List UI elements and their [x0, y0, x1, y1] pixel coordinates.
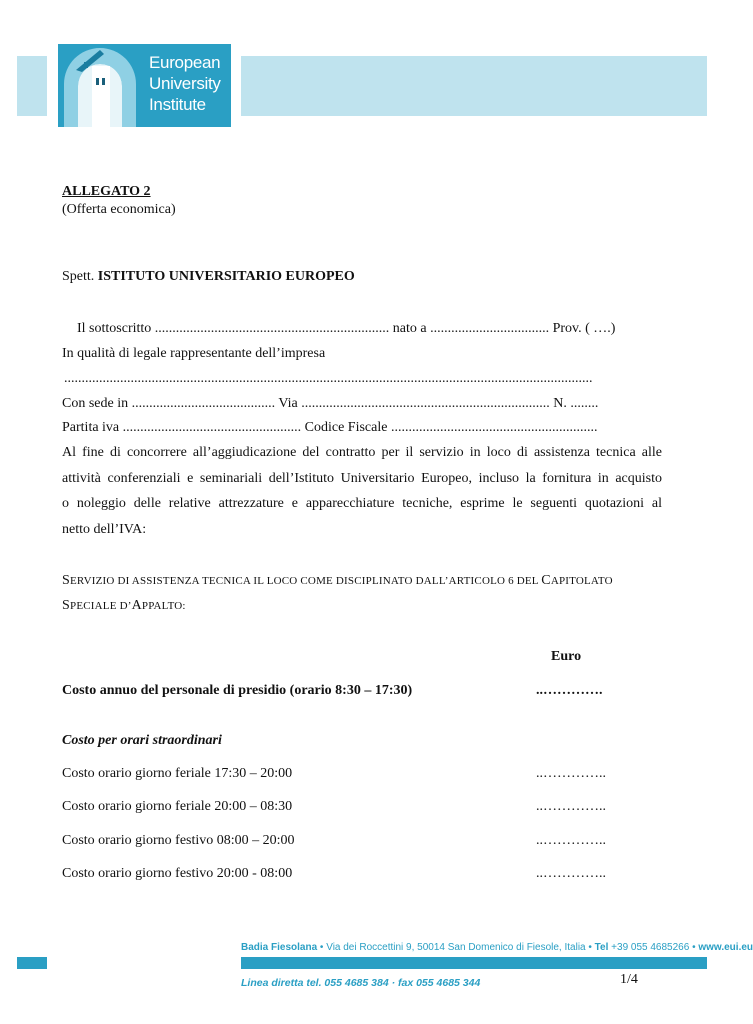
- footer-direct-line: Linea diretta tel. 055 4685 384 · fax 055 4685 344: [241, 977, 481, 989]
- footer-bar-right: [241, 957, 707, 969]
- header-band-right: [241, 56, 707, 116]
- paragraph-line-1: Al fine di concorrere all’aggiudicazione del contratto per il servizio in loco di assistenza tecnica alle: [62, 445, 662, 460]
- logo-wordmark: [149, 52, 221, 115]
- overtime-row-label: Costo orario giorno festivo 20:00 - 08:00: [62, 866, 293, 881]
- euro-column-header: Euro: [551, 649, 582, 664]
- footer-bar-left: [17, 957, 47, 969]
- overtime-header: Costo per orari straordinari: [62, 733, 222, 748]
- overtime-row-label: Costo orario giorno feriale 20:00 – 08:30: [62, 799, 293, 814]
- eui-logo: [58, 44, 231, 127]
- logo-line-2: University: [149, 74, 221, 93]
- overtime-row-value: ..…………..: [536, 766, 606, 781]
- sede-field-line: Con sede in ......................................... Via ....................................................................... N. ........: [62, 396, 599, 411]
- page-number: 1/4: [620, 972, 638, 987]
- logo-line-3: Institute: [149, 95, 206, 114]
- qualita-line: In qualità di legale rappresentante dell’impresa: [62, 346, 326, 361]
- section-heading-line-2: SPECIALE D’APPALTO:: [62, 598, 186, 613]
- annual-cost-label: Costo annuo del personale di presidio (orario 8:30 – 17:30): [62, 683, 413, 698]
- allegato-subtitle: (Offerta economica): [62, 202, 176, 217]
- overtime-row-value: ..…………..: [536, 799, 606, 814]
- addressee-name: ISTITUTO UNIVERSITARIO EUROPEO: [97, 269, 355, 284]
- overtime-row-label: Costo orario giorno feriale 17:30 – 20:00: [62, 766, 293, 781]
- footer-address: Badia Fiesolana • Via dei Roccettini 9, 50014 San Domenico di Fiesole, Italia • Tel +39 055 4685266 • www.eui.eu: [241, 942, 753, 953]
- annual-cost-value: ..………….: [536, 683, 603, 698]
- header-band-left: [17, 56, 47, 116]
- piva-field-line: Partita iva ................................................... Codice Fiscale ...........................................................: [62, 420, 598, 435]
- overtime-row-label: Costo orario giorno festivo 08:00 – 20:00: [62, 833, 295, 848]
- eui-building-icon: [58, 44, 142, 127]
- section-heading-line-1: SERVIZIO DI ASSISTENZA TECNICA IL LOCO COME DISCIPLINATO DALL’ARTICOLO 6 DEL CAPITOLATO: [62, 573, 613, 588]
- paragraph-line-4: netto dell’IVA:: [62, 522, 147, 537]
- sottoscritto-field-line: Il sottoscritto ................................................................... nato a .................................. Prov. ( ….): [77, 321, 616, 336]
- overtime-row-value: ..…………..: [536, 833, 606, 848]
- addressee-prefix: Spett.: [62, 269, 98, 284]
- addressee-line: [62, 268, 355, 286]
- paragraph-line-2: attività conferenziali e seminariali dell’Istituto Universitario Europeo, incluso la fornitura in acquisto: [62, 471, 662, 486]
- impresa-field-line: .......................................................................................................................................................: [64, 371, 593, 386]
- logo-line-1: European: [149, 53, 221, 72]
- overtime-row-value: ..…………..: [536, 866, 606, 881]
- allegato-title: ALLEGATO 2: [62, 184, 151, 199]
- paragraph-line-3: o noleggio delle relative attrezzature e apparecchiature tecniche, esprime le seguenti quotazioni al: [62, 496, 662, 511]
